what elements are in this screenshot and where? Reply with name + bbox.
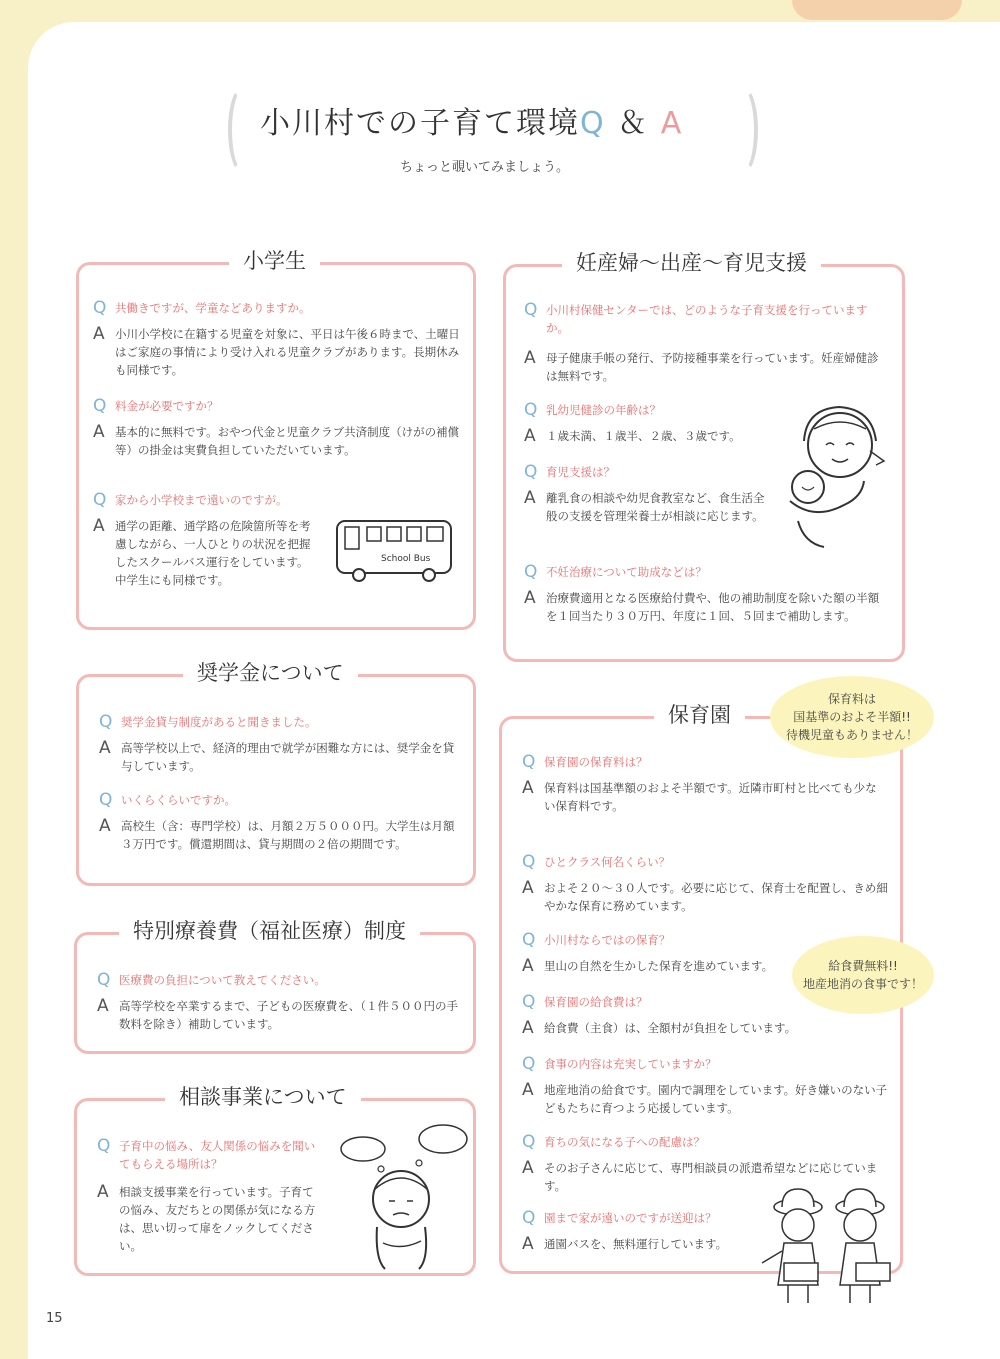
qa-item xyxy=(97,1137,323,1255)
a-mark: A xyxy=(524,426,536,446)
q-mark: Q xyxy=(524,300,538,320)
q-mark: Q xyxy=(522,992,536,1012)
qa-item xyxy=(522,931,802,975)
question-text: 家から小学校まで遠いのですが。 xyxy=(115,493,288,507)
question-text: 共働きですが、学童などありますか。 xyxy=(115,301,311,315)
a-mark: A xyxy=(522,1080,534,1100)
thinking-person-illustration xyxy=(329,1119,469,1269)
question-text: 食事の内容は充実していますか？ xyxy=(544,1057,717,1071)
title-amp: ＆ xyxy=(617,106,650,141)
a-mark: A xyxy=(524,488,536,508)
question-text: 保育園の保育料は？ xyxy=(544,755,648,769)
qa-item xyxy=(93,491,313,589)
corner-decoration xyxy=(792,0,962,20)
qa-item xyxy=(99,791,461,853)
lunch-callout-bubble xyxy=(792,936,934,1014)
a-mark: A xyxy=(97,996,109,1016)
answer-text: そのお子さんに応じて、専門相談員の派遣希望などに応じています。 xyxy=(544,1161,878,1193)
section-title: 相談事業について xyxy=(165,1083,361,1111)
bus-label: School Bus xyxy=(381,554,431,564)
answer-text: およそ２０～３０人です。必要に応じて、保育士を配置し、きめ細やかな保育に務めています。 xyxy=(544,881,888,913)
q-mark: Q xyxy=(522,752,536,772)
qa-item xyxy=(522,1055,888,1117)
answer-text: 基本的に無料です。おやつ代金と児童クラブ共済制度（けがの補償等）の掛金は実費負担していただいています。 xyxy=(115,425,460,457)
question-text: 育児支援は？ xyxy=(546,465,615,479)
a-mark: A xyxy=(93,324,105,344)
bubble-line: 給食費無料!! xyxy=(828,959,898,973)
bubble-line: 国基準のおよそ半額!! xyxy=(793,710,911,724)
question-text: 医療費の負担について教えてください。 xyxy=(119,973,326,987)
page-subtitle: ちょっと覗いてみましょう。 xyxy=(400,160,570,175)
q-mark: Q xyxy=(524,400,538,420)
a-mark: A xyxy=(522,878,534,898)
a-mark: A xyxy=(97,1182,109,1202)
q-mark: Q xyxy=(522,1208,536,1228)
qa-item xyxy=(93,397,463,459)
answer-text: 高等学校以上で、経済的理由で就学が困難な方には、奨学金を貸与しています。 xyxy=(121,741,455,773)
answer-text: 相談支援事業を行っています。子育ての悩み、友だちとの関係が気になる方は、思い切って扉をノックしてください。 xyxy=(119,1185,316,1253)
question-text: 園まで家が遠いのですが送迎は？ xyxy=(544,1211,717,1225)
left-bracket-decoration xyxy=(228,86,258,174)
answer-text: 離乳食の相談や幼児食教室など、食生活全般の支援を管理栄養士が相談に応じます。 xyxy=(546,491,765,523)
section-medical xyxy=(74,919,476,1054)
q-mark: Q xyxy=(524,462,538,482)
qa-item xyxy=(97,971,461,1033)
question-text: 保育園の給食費は？ xyxy=(544,995,648,1009)
a-mark: A xyxy=(524,588,536,608)
a-mark: A xyxy=(99,738,111,758)
qa-item xyxy=(99,713,461,775)
answer-text: 通学の距離、通学路の危険箇所等を考慮しながら、一人ひとりの状況を把握したスクールバス運行をしています。中学生にも同様です。 xyxy=(115,519,311,587)
question-text: 不妊治療について助成などは？ xyxy=(546,565,707,579)
q-mark: Q xyxy=(524,562,538,582)
a-mark: A xyxy=(93,516,105,536)
answer-text: 母子健康手帳の発行、予防接種事業を行っています。妊産婦健診は無料です。 xyxy=(546,351,879,383)
question-text: いくらくらいですか。 xyxy=(121,793,236,807)
answer-text: １歳未満、１歳半、２歳、３歳です。 xyxy=(546,429,741,443)
answer-text: 治療費適用となる医療給付費や、他の補助制度を除いた額の半額を１回当たり３０万円、年度に１回、５回まで補助します。 xyxy=(546,591,880,623)
section-title: 保育園 xyxy=(654,701,745,729)
bubble-line: 待機児童もありません！ xyxy=(785,728,918,742)
section-consult xyxy=(74,1085,476,1276)
q-mark: Q xyxy=(522,930,536,950)
section-title: 小学生 xyxy=(229,247,320,275)
question-text: 料金が必要ですか？ xyxy=(115,399,219,413)
a-mark: A xyxy=(522,956,534,976)
children-illustration xyxy=(760,1185,900,1305)
q-mark: Q xyxy=(99,712,113,732)
answer-text: 地産地消の給食です。園内で調理をしています。好き嫌いのない子どもたちに育つよう応援しています。 xyxy=(544,1083,888,1115)
title-a: A xyxy=(660,106,684,141)
qa-item xyxy=(522,1209,772,1253)
question-text: 育ちの気になる子への配慮は？ xyxy=(544,1135,705,1149)
section-title: 妊産婦～出産～育児支援 xyxy=(562,249,821,277)
qa-item xyxy=(524,463,770,525)
a-mark: A xyxy=(522,1018,534,1038)
a-mark: A xyxy=(99,816,111,836)
section-elementary xyxy=(76,249,476,630)
title-q: Q xyxy=(580,106,606,141)
a-mark: A xyxy=(93,422,105,442)
a-mark: A xyxy=(522,1234,534,1254)
page-title xyxy=(260,98,683,142)
q-mark: Q xyxy=(97,1136,111,1156)
answer-text: 小川小学校に在籍する児童を対象に、平日は午後６時まで、土曜日はご家庭の事情により受け入れる児童クラブがあります。長期休みも同様です。 xyxy=(115,327,460,377)
a-mark: A xyxy=(522,1158,534,1178)
school-bus-illustration xyxy=(333,517,457,583)
right-bracket-decoration xyxy=(728,86,758,174)
question-text: 小川村保健センターでは、どのような子育支援を行っていますか。 xyxy=(546,303,868,335)
qa-item xyxy=(524,401,764,445)
q-mark: Q xyxy=(522,852,536,872)
qa-item xyxy=(524,563,890,625)
qa-item xyxy=(93,299,463,379)
answer-text: 保育料は国基準額のおよそ半額です。近隣市町村と比べても少ない保育料です。 xyxy=(544,781,877,813)
section-title: 特別療養費（福祉医療）制度 xyxy=(119,917,420,945)
fee-callout-bubble xyxy=(770,676,934,758)
question-text: 小川村ならではの保育？ xyxy=(544,933,671,947)
q-mark: Q xyxy=(97,970,111,990)
question-text: 子育中の悩み、友人関係の悩みを聞いてもらえる場所は？ xyxy=(119,1139,316,1171)
q-mark: Q xyxy=(522,1132,536,1152)
mother-baby-illustration xyxy=(784,401,894,551)
q-mark: Q xyxy=(93,298,107,318)
a-mark: A xyxy=(522,778,534,798)
question-text: ひとクラス何名くらい？ xyxy=(544,855,671,869)
bubble-line: 地産地消の食事です！ xyxy=(802,977,923,991)
q-mark: Q xyxy=(99,790,113,810)
qa-item xyxy=(524,301,890,385)
a-mark: A xyxy=(524,348,536,368)
answer-text: 給食費（主食）は、全額村が負担をしています。 xyxy=(544,1021,797,1035)
answer-text: 高校生（含：専門学校）は、月額２万５０００円。大学生は月額３万円です。償還期間は、貸与期間の２倍の期間です。 xyxy=(121,819,455,851)
page-number: 15 xyxy=(46,1311,63,1326)
section-title: 奨学金について xyxy=(183,659,358,687)
bubble-line: 保育料は xyxy=(827,692,876,706)
q-mark: Q xyxy=(93,490,107,510)
qa-item xyxy=(522,853,888,915)
title-main: 小川村での子育て環境 xyxy=(260,106,580,141)
section-scholarship xyxy=(76,661,476,886)
section-maternity xyxy=(503,251,905,662)
answer-text: 通園バスを、無料運行しています。 xyxy=(544,1237,728,1251)
q-mark: Q xyxy=(93,396,107,416)
answer-text: 高等学校を卒業するまで、子どもの医療費を、（１件５００円の手数料を除き）補助しています。 xyxy=(119,999,459,1031)
answer-text: 里山の自然を生かした保育を進めています。 xyxy=(544,959,774,973)
question-text: 奨学金貸与制度があると聞きました。 xyxy=(121,715,317,729)
qa-item xyxy=(522,753,888,815)
question-text: 乳幼児健診の年齢は？ xyxy=(546,403,661,417)
q-mark: Q xyxy=(522,1054,536,1074)
